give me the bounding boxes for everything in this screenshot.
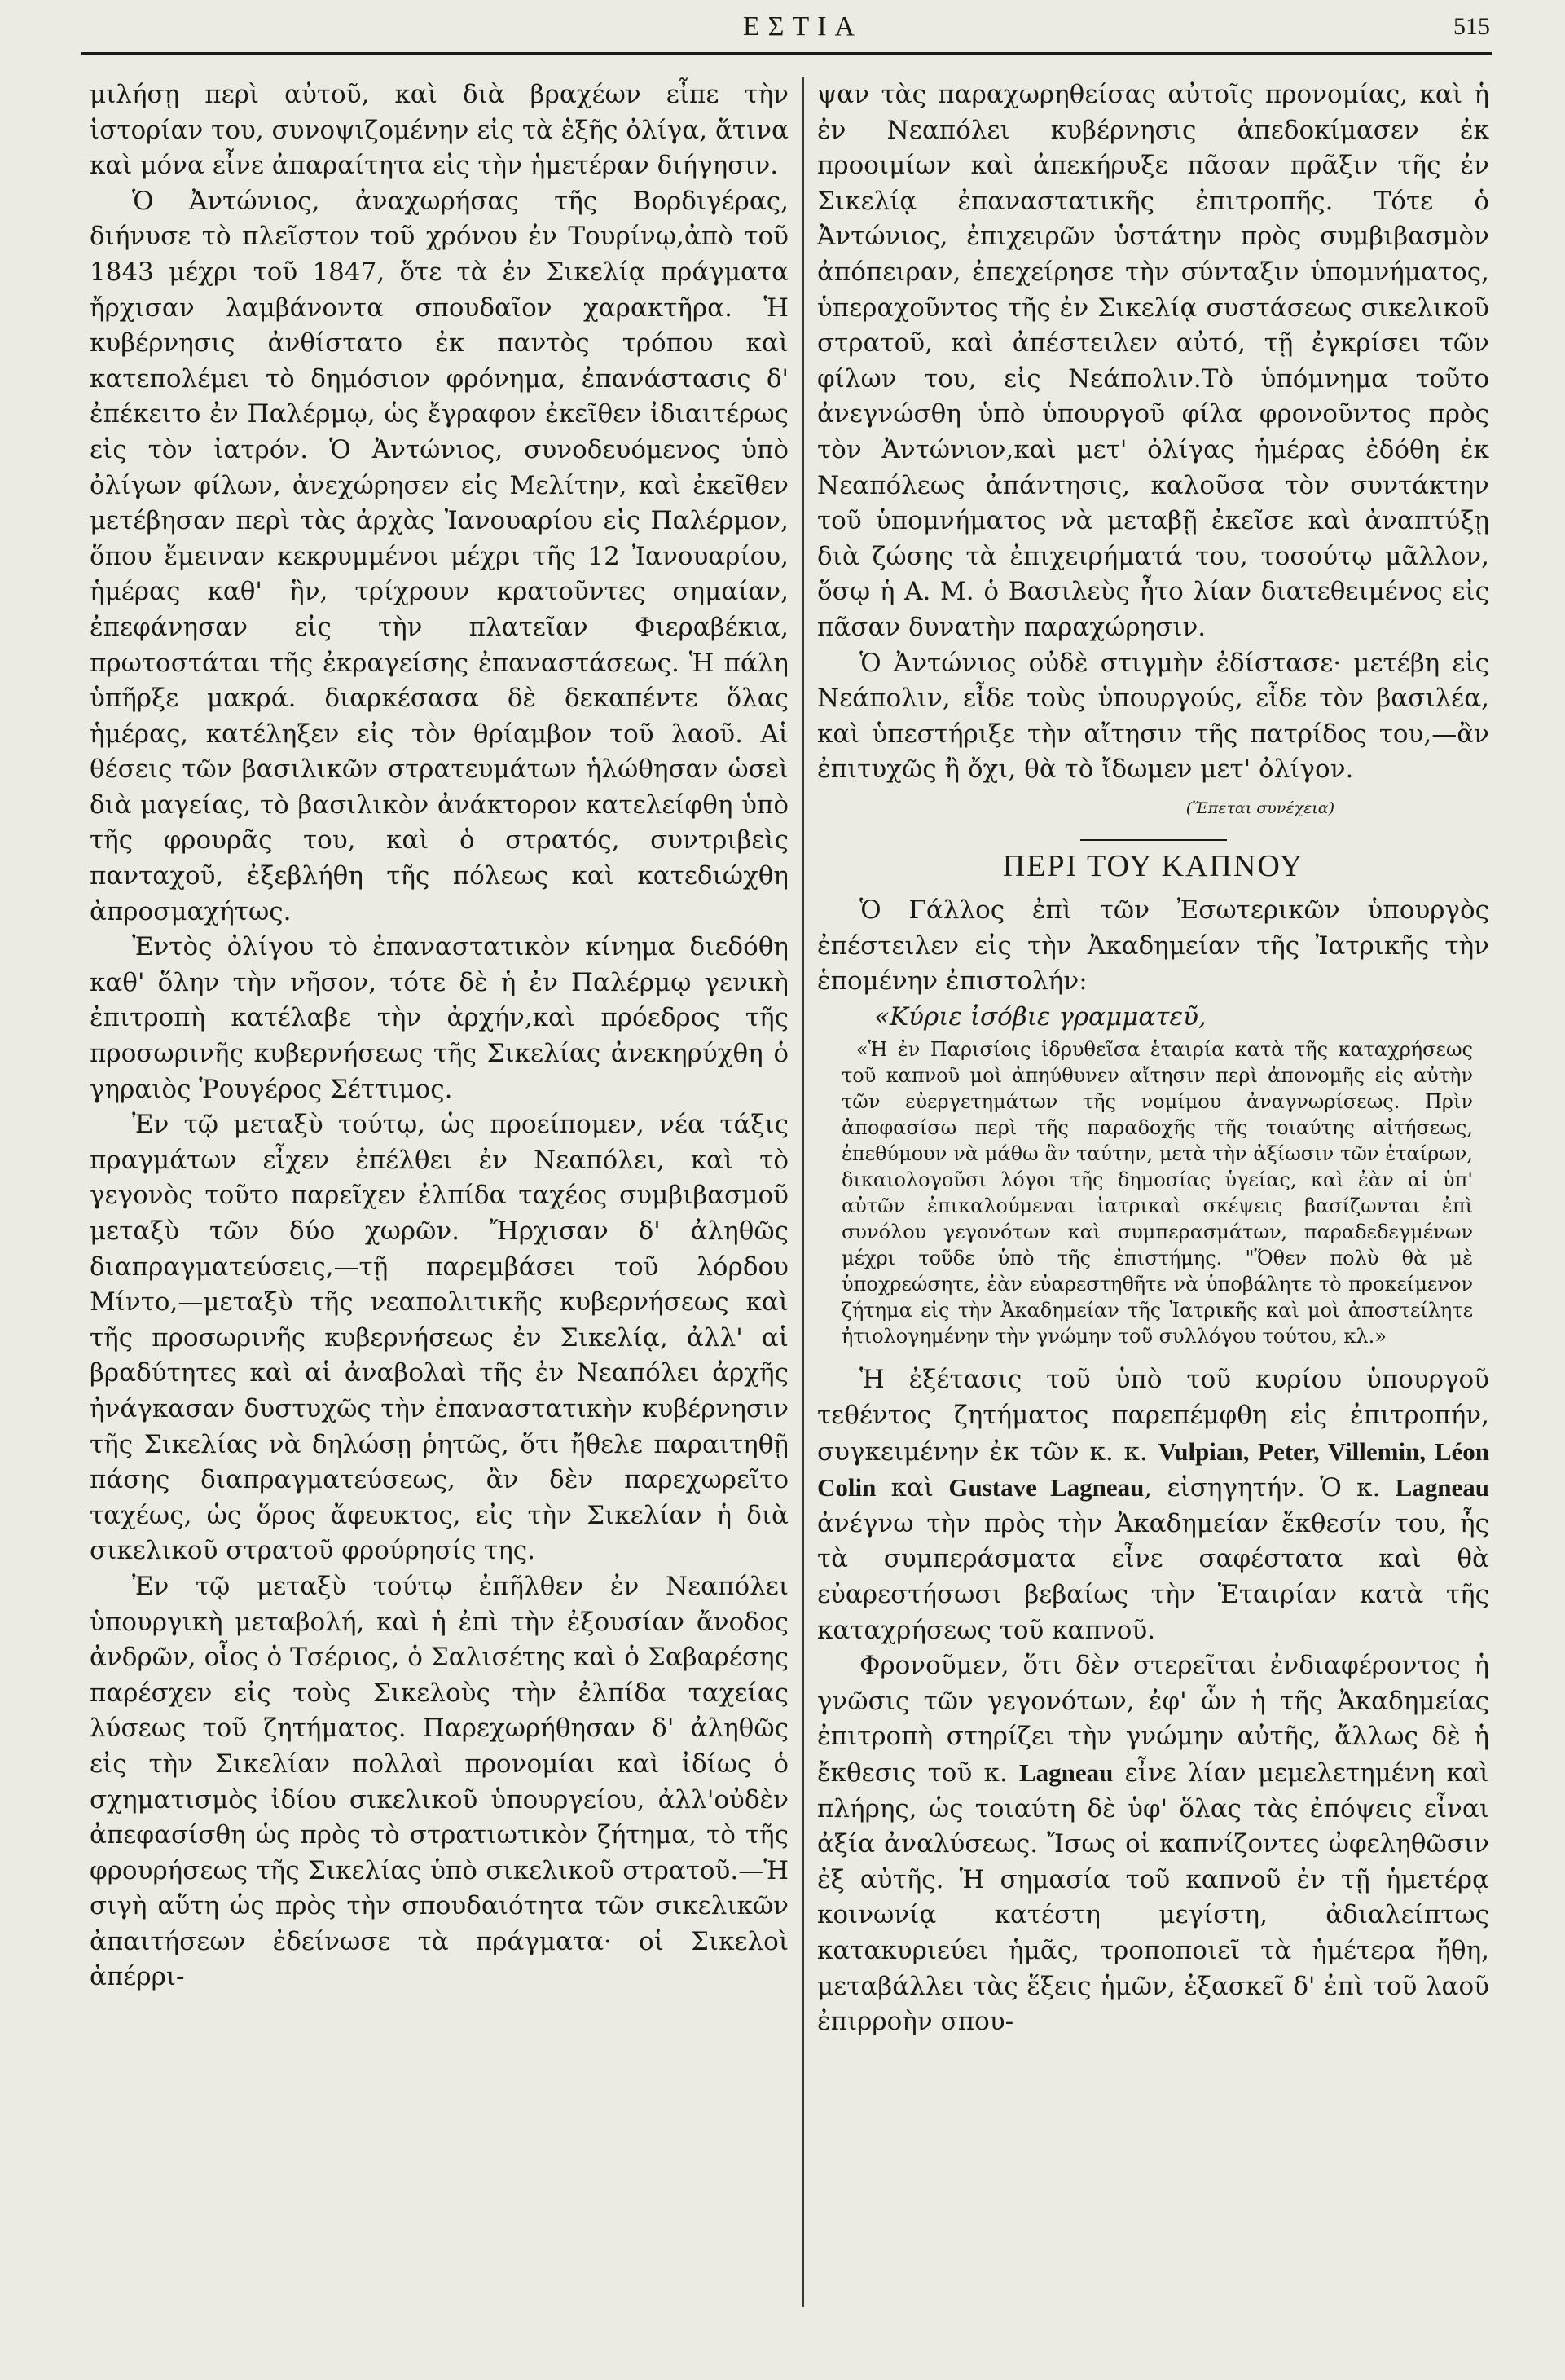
paragraph: Ὁ Ἀντώνιος οὐδὲ στιγμὴν ἐδίστασε· μετέβη εἰς Νεάπολιν, εἶδε τοὺς ὑπουργούς, εἶδε τὸν βασιλέα, καὶ ὑπεστήριξε τὴν αἴτησιν τῆς πατρίδος του,—ἂν ἐπιτυχῶς ἢ ὄχι, θὰ τὸ ἴδωμεν μετ' ὀλίγον. [817,648,1489,785]
masthead: ΕΣΤΙΑ [742,11,864,42]
rapporteur-name: Lagneau [1395,1473,1489,1502]
page-number: 515 [1453,13,1490,40]
committee-names: Vulpian, Peter, Villemin, Léon Colin [817,1436,1489,1502]
text-run: ἀνέγνω τὴν πρὸς τὴν Ἀκαδημείαν ἔκθεσίν του, ἧς τὰ συμπεράσματα εἶνε σαφέστατα καὶ θὰ εὐαρεστήσωσι βεβαίως τὴν Ἑταιρίαν κατὰ τῆς καταχρήσεως τοῦ καπνοῦ. [817,1508,1489,1645]
right-column [817,77,1489,2347]
text-run: Ἡ ἐξέτασις τοῦ ὑπὸ τοῦ κυρίου ὑπουργοῦ τεθέντος ζητήματος παρεπέμφθη εἰς ἐπιτροπήν, συγκειμένην ἐκ τῶν κ. κ. [817,1365,1489,1467]
paragraph [817,1362,1489,1648]
letter-quote [842,1036,1473,1349]
column-divider [802,77,804,2307]
text-run: Φρονοῦμεν, ὅτι δὲν στερεῖται ἐνδιαφέροντος ἡ γνῶσις τῶν γεγονότων, ἐφ' ὧν ἡ τῆς Ἀκαδημείας ἐπιτροπὴ στηρίζει τὴν γνώμην αὐτῆς, ἄλλως δὲ ἡ ἔκθεσις τοῦ κ. [817,1651,1489,1788]
paragraph: Ἐν τῷ μεταξὺ τούτῳ, ὡς προείπομεν, νέα τάξις πραγμάτων εἶχεν ἐπέλθει ἐν Νεαπόλει, καὶ τὸ γεγονὸς τοῦτο παρεῖχεν ἐλπίδα ταχέος συμβιβασμοῦ μεταξὺ τῶν δύο χωρῶν. Ἤρχισαν δ' ἀληθῶς διαπραγματεύσεις,—τῇ παρεμβάσει τοῦ λόρδου Μίντο,—μεταξὺ τῆς νεαπολιτικῆς κυβερνήσεως καὶ τῆς προσωρινῆς κυβερνήσεως ἐν Σικελίᾳ, ἀλλ' αἱ βραδύτητες καὶ αἱ ἀναβολαὶ τῆς ἐν Νεαπόλει ἀρχῆς ἠνάγκασαν δυστυχῶς τὴν ἐπαναστατικὴν κυβέρνησιν τῆς Σικελίας νὰ δηλώσῃ ῥητῶς, ὅτι ἤθελε παραιτηθῇ πάσης διαπραγματεύσεως, ἂν δὲν παρεχωρεῖτο ταχέως, ὡς ὅρος ἄφευκτος, εἰς τὴν Σικελίαν ἡ διὰ σικελικοῦ στρατοῦ φρούρησίς της. [90,1110,789,1566]
continuation-note: (Ἕπεται συνέχεια) [1185,798,1334,817]
running-head [81,11,1524,52]
header-rule [81,52,1492,55]
rapporteur-name: Gustave Lagneau [948,1473,1145,1502]
rapporteur-name: Lagneau [1019,1758,1114,1787]
text-run: εἶνε λίαν μεμελετημένη καὶ πλήρης, ὡς τοιαύτη δὲ ὑφ' ὅλας τὰς ἐπόψεις εἶναι ἀξία ἀναλύσεως. Ἴσως οἱ καπνίζοντες ὠφεληθῶσιν ἐξ αὐτῆς. Ἡ σημασία τοῦ καπνοῦ ἐν τῇ ἡμετέρᾳ κοινωνίᾳ κατέστη μεγίστη, ἀδιαλείπτως κατακυριεύει ἡμᾶς, τροποποιεῖ τὰ ἡμέτερα ἤθη, μεταβάλλει τὰς ἕξεις ἡμῶν, ἐξασκεῖ δ' ἐπὶ τοῦ λαοῦ ἐπιρροὴν σπου- [817,1758,1489,2037]
section-title: ΠΕΡΙ ΤΟΥ ΚΑΠΝΟΥ [1002,849,1304,884]
paragraph: Ἐντὸς ὀλίγου τὸ ἐπαναστατικὸν κίνημα διεδόθη καθ' ὅλην τὴν νῆσον, τότε δὲ ἡ ἐν Παλέρμῳ γενικὴ ἐπιτροπὴ κατέλαβε τὴν ἀρχήν,καὶ πρόεδρος τῆς προσωρινῆς κυβερνήσεως τῆς Σικελίας ἀνεκηρύχθη ὁ γηραιὸς Ῥουγέρος Σέττιμος. [90,932,789,1104]
paragraph: μιλήσῃ περὶ αὐτοῦ, καὶ διὰ βραχέων εἶπε τὴν ἱστορίαν του, συνοψιζομένην εἰς τὰ ἑξῆς ὀλίγα, ἅτινα καὶ μόνα εἶνε ἀπαραίτητα εἰς τὴν ἡμετέραν διήγησιν. [90,80,789,181]
text-run: , εἰσηγητήν. Ὁ κ. [1144,1473,1396,1503]
section-rule [1080,839,1227,841]
text-run: καὶ [876,1473,949,1503]
letter-salutation: «Κύριε ἰσόβιε γραμματεῦ, [874,1001,1207,1032]
paragraph: Ἐν τῷ μεταξὺ τούτῳ ἐπῆλθεν ἐν Νεαπόλει ὑπουργικὴ μεταβολή, καὶ ἡ ἐπὶ τὴν ἐξουσίαν ἄνοδος ἀνδρῶν, οἷος ὁ Τσέριος, ὁ Σαλισέτης καὶ ὁ Σαβαρέσης παρέσχεν εἰς τοὺς Σικελοὺς τὴν ἐλπίδα ταχείας λύσεως τοῦ ζητήματος. Παρεχωρήθησαν δ' ἀληθῶς εἰς τὴν Σικελίαν πολλαὶ προνομίαι καὶ ἰδίως ὁ σχηματισμὸς ἰδίου σικελικοῦ ὑπουργείου, ἀλλ'οὐδὲν ἀπεφασίσθη ὡς πρὸς τὸ στρατιωτικὸν ζήτημα, τὸ τῆς φρουρήσεως τῆς Σικελίας ὑπὸ σικελικοῦ στρατοῦ.—Ἡ σιγὴ αὕτη ὡς πρὸς τὴν σπουδαιότητα τῶν σικελικῶν ἀπαιτήσεων ἐδείνωσε τὰ πράγματα· οἱ Σικελοὶ ἀπέρρι- [90,1571,789,1992]
paragraph [817,1648,1489,2040]
paragraph: ψαν τὰς παραχωρηθείσας αὐτοῖς προνομίας, καὶ ἡ ἐν Νεαπόλει κυβέρνησις ἀπεδοκίμασεν ἐκ προοιμίων καὶ ἀπεκήρυξε πᾶσαν πρᾶξιν τῆς ἐν Σικελίᾳ ἐπαναστατικῆς ἐπιτροπῆς. Τότε ὁ Ἀντώνιος, ἐπιχειρῶν ὑστάτην πρὸς συμβιβασμὸν ἀπόπειραν, ἐπεχείρησε τὴν σύνταξιν ὑπομνήματος, ὑπεραχοῦντος τῆς ἐν Σικελίᾳ συστάσεως σικελικοῦ στρατοῦ, καὶ ἀπέστειλεν αὐτό, τῇ ἐγκρίσει τῶν φίλων του, εἰς Νεάπολιν.Τὸ ὑπόμνημα τοῦτο ἀνεγνώσθη ὑπὸ ὑπουργοῦ φίλα φρονοῦντος πρὸς τὸν Ἀντώνιον,καὶ μετ' ὀλίγας ἡμέρας ἐδόθη ἐκ Νεαπόλεως ἀπάντησις, καλοῦσα τὸν συντάκτην τοῦ ὑπομνήματος νὰ μεταβῇ ἐκεῖσε καὶ ἀναπτύξῃ διὰ ζώσης τὰ ἐπιχειρήματά του, τοσούτῳ μᾶλλον, ὅσῳ ἡ Α. Μ. ὁ Βασιλεὺς ἦτο λίαν διατεθειμένος εἰς πᾶσαν δυνατὴν παραχώρησιν. [817,80,1489,642]
paragraph: Ὁ Ἀντώνιος, ἀναχωρήσας τῆς Βορδιγέρας, διήνυσε τὸ πλεῖστον τοῦ χρόνου ἐν Τουρίνῳ,ἀπὸ τοῦ 1843 μέχρι τοῦ 1847, ὅτε τὰ ἐν Σικελίᾳ πράγματα ἤρχισαν λαμβάνοντα σπουδαῖον χαρακτῆρα. Ἡ κυβέρνησις ἀνθίστατο ἐκ παντὸς τρόπου καὶ κατεπολέμει τὸ δημόσιον φρόνημα, ἐπανάστασις δ' ἐπέκειτο ἐν Παλέρμῳ, ὡς ἔγραφον ἐκεῖθεν ἰδιαιτέρως εἰς τὸν ἰατρόν. Ὁ Ἀντώνιος, συνοδευόμενος ὑπὸ ὀλίγων φίλων, ἀνεχώρησεν εἰς Μελίτην, καὶ ἐκεῖθεν μετέβησαν περὶ τὰς ἀρχὰς Ἰανουαρίου εἰς Παλέρμον, ὅπου ἔμειναν κεκρυμμένοι μέχρι τῆς 12 Ἰανουαρίου, ἡμέρας καθ' ἣν, τρίχρουν κρατοῦντες σημαίαν, ἐπεφάνησαν εἰς τὴν πλατεῖαν Φιεραβέκια, πρωτοστάται τῆς ἐκραγείσης ἐπαναστάσεως. Ἡ πάλη ὑπῆρξε μακρά. διαρκέσασα δὲ δεκαπέντε ὅλας ἡμέρας, κατέληξεν εἰς τὸν θρίαμβον τοῦ λαοῦ. Αἱ θέσεις τῶν βασιλικῶν στρατευμάτων ἡλώθησαν ὡσεὶ διὰ μαγείας, τὸ βασιλικὸν ἀνάκτορον κατελείφθη ὑπὸ τῆς φρουρᾶς του, καὶ ὁ στρατός, συντριβεὶς πανταχοῦ, ἐξεβλήθη τῆς πόλεως καὶ κατεδιώχθη ἀπροσμαχήτως. [90,186,789,926]
letter-body: «Ἡ ἐν Παρισίοις ἱδρυθεῖσα ἑταιρία κατὰ τῆς καταχρήσεως τοῦ καπνοῦ μοὶ ἀπηύθυνεν αἴτησιν περὶ ἀπονομῆς εἰς αὐτὴν τῶν εὐεργετημάτων τῆς νομίμου ἀναγνωρίσεως. Πρὶν ἀποφασίσω περὶ τῆς παραδοχῆς τῆς τοιαύτης αἰτήσεως, ἐπεθύμουν νὰ μάθω ἂν ταύτην, μετὰ τὴν ἀξίωσιν τῶν ἑταίρων, δικαιολογοῦσι λόγοι τῆς δημοσίας ὑγείας, καὶ ἐὰν αἱ ὑπ' αὐτῶν ἐπικαλούμεναι ἰατρικαὶ σκέψεις βασίζωνται ἐπὶ συνόλου γεγονότων καὶ συμπερασμάτων, παραδεδεγμένων μέχρι τοῦδε ὑπὸ τῆς ἐπιστήμης. "Ὅθεν πολὺ θὰ μὲ ὑποχρεώσητε, ἐὰν εὐαρεστηθῆτε νὰ ὑποβάλητε τὸ προκείμενον ζήτημα εἰς τὴν Ἀκαδημείαν τῆς Ἰατρικῆς καὶ μοὶ ἀποστείλητε ἠτιολογημένην τὴν γνώμην τοῦ συλλόγου τούτου, κλ.» [842,1038,1473,1348]
left-column [90,77,789,2347]
paragraph: Ὁ Γάλλος ἐπὶ τῶν Ἐσωτερικῶν ὑπουργὸς ἐπέστειλεν εἰς τὴν Ἀκαδημείαν τῆς Ἰατρικῆς τὴν ἑπομένην ἐπιστολήν: [817,895,1489,996]
